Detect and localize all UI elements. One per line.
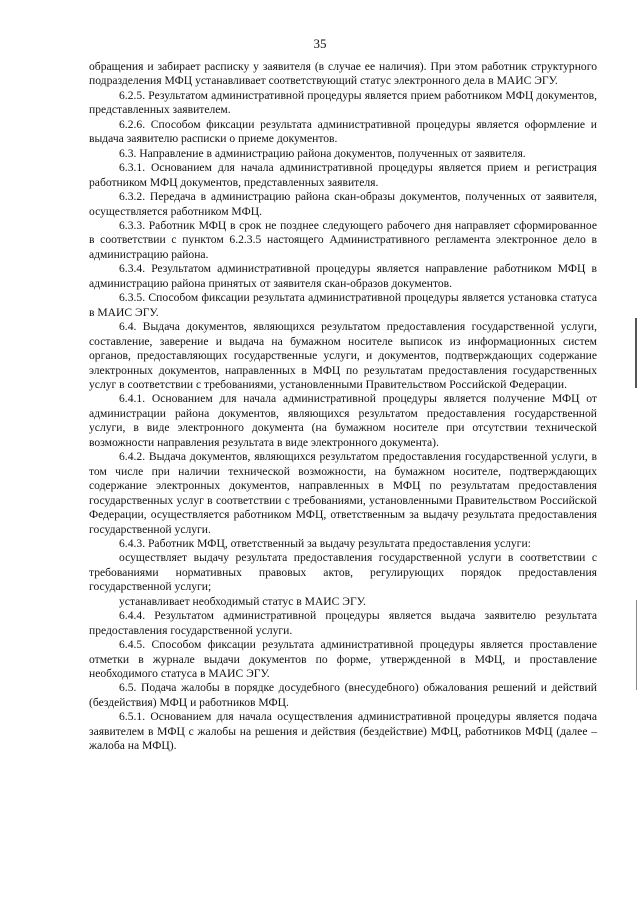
paragraph: 6.2.5. Результатом административной процедуры является прием работником МФЦ документов, представленных заявителем. (89, 88, 597, 117)
paragraph: осуществляет выдачу результата предоставления государственной услуги в соответствии с требованиями нормативных правовых актов, регулирующих порядок предоставления государственной услуги; (89, 551, 597, 594)
paragraph: обращения и забирает расписку у заявителя (в случае ее наличия). При этом работник структурного подразделения МФЦ устанавливает соответствующий статус электронного дела в МАИС ЭГУ. (89, 60, 597, 88)
section-heading: 6.5. Подача жалобы в порядке досудебного (внесудебного) обжалования решений и действий (бездействия) МФЦ и работников МФЦ. (89, 681, 597, 709)
section-heading: 6.4. Выдача документов, являющихся результатом предоставления государственной услуги, составление, заверение и выдача на бумажном носителе выписок из информационных систем органов, предоставляющих государственные услуги, и документов, подтверждающих содержание электронных документов, направленных в МФЦ по результатам предоставления государственных услуг в соответствии с требованиями, установленными Правительством Российской Федерации. (89, 320, 597, 391)
paragraph: 6.3.4. Результатом административной процедуры является направление работником МФЦ в администрацию района принятых от заявителя скан-образов документов. (89, 262, 597, 290)
paragraph: 6.3.3. Работник МФЦ в срок не позднее следующего рабочего дня направляет сформированное в соответствии с пунктом 6.2.3.5 настоящего Административного регламента электронное дело в администрацию района. (89, 218, 597, 261)
section-heading: 6.3. Направление в администрацию района документов, полученных от заявителя. (119, 146, 526, 160)
paragraph: 6.4.3. Работник МФЦ, ответственный за выдачу результата предоставления услуги: (119, 536, 531, 550)
paragraph: 6.3.5. Способом фиксации результата административной процедуры является установка статуса в МАИС ЭГУ. (89, 291, 597, 319)
paragraph: 6.3.2. Передача в администрацию района скан-образы документов, полученных от заявителя, осуществляется работником МФЦ. (89, 190, 597, 218)
paragraph: 6.4.2. Выдача документов, являющихся результатом предоставления государственной услуги, в том числе при наличии технической возможности, на бумажном носителе, подтверждающих содержание электронных документов, направленных в МФЦ по результатам предоставления государственных услуг в соответствии с требованиями, установленными Правительством Российской Федерации, осуществляется работником МФЦ, ответственным за выдачу результата предоставления государственной услуги. (89, 450, 597, 536)
scan-edge-mark (636, 600, 637, 690)
scan-edge-mark (635, 318, 637, 388)
paragraph: 6.5.1. Основанием для начала осуществления административной процедуры является подача заявителем в МФЦ с жалобы на решения и действия (бездействие) МФЦ, работников МФЦ (далее – жалоба на МФЦ). (89, 710, 597, 753)
paragraph: устанавливает необходимый статус в МАИС ЭГУ. (119, 594, 366, 608)
document-body (89, 60, 597, 754)
page-number: 35 (313, 36, 327, 51)
paragraph: 6.2.6. Способом фиксации результата административной процедуры является оформление и выдача заявителю расписки о приеме документов. (89, 117, 597, 146)
paragraph: 6.4.5. Способом фиксации результата административной процедуры является проставление отметки в журнале выдачи документов по форме, утвержденной в МФЦ, и проставление необходимого статуса в МАИС ЭГУ. (89, 638, 597, 681)
paragraph: 6.4.1. Основанием для начала административной процедуры является получение МФЦ от администрации района документов, являющихся результатом предоставления государственной услуги, в виде электронного документа (на бумажном носителе при отсутствии технической возможности направления результата в виде электронного документа). (89, 392, 597, 449)
paragraph: 6.3.1. Основанием для начала административной процедуры является прием и регистрация работником МФЦ документов, представленных заявителя. (89, 161, 597, 189)
paragraph: 6.4.4. Результатом административной процедуры является выдача заявителю результата предоставления государственной услуги. (89, 609, 597, 637)
